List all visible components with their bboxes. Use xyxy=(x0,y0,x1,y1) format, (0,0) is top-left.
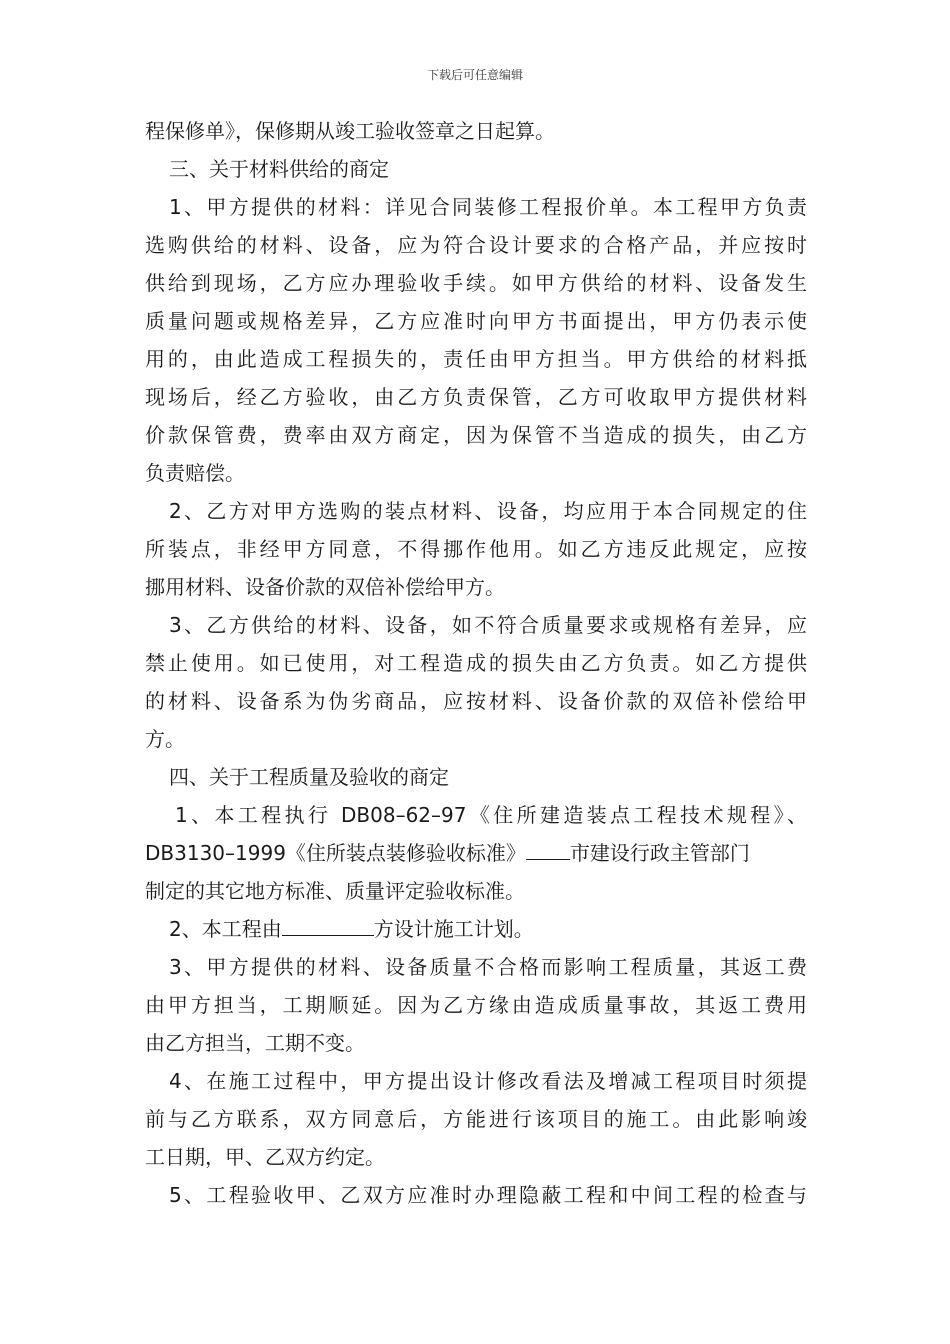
line-text: 供给到现场，乙方应办理验收手续。如甲方供给的材料、设备发生 xyxy=(145,271,807,295)
text-line xyxy=(145,378,807,416)
line-text: 方。 xyxy=(145,727,185,751)
text-line xyxy=(145,112,807,150)
line-text: 4、在施工过程中，甲方提出设计修改看法及增减工程项目时须提 xyxy=(169,1069,807,1093)
page-header: 下载后可任意编辑 xyxy=(426,68,523,82)
line-text: 程保修单》，保修期从竣工验收签章之日起算。 xyxy=(145,119,555,143)
fill-in-blank xyxy=(282,911,374,936)
text-line xyxy=(145,416,807,454)
line-text: 质量问题或规格差异，乙方应准时向甲方书面提出，甲方仍表示使 xyxy=(145,309,807,333)
text-line xyxy=(145,948,807,986)
text-line xyxy=(145,568,807,606)
line-text: 制定的其它地方标准、质量评定验收标准。 xyxy=(145,879,525,903)
line-text: 挪用材料、设备价款的双倍补偿给甲方。 xyxy=(145,575,505,599)
text-line xyxy=(145,720,807,758)
line-text-after-blank: 市建设行政主管部门 xyxy=(569,841,750,865)
text-line xyxy=(145,1138,807,1176)
document-body xyxy=(145,112,807,1214)
text-line xyxy=(145,1062,807,1100)
fill-in-blank xyxy=(526,835,570,860)
text-line xyxy=(145,606,807,644)
text-line xyxy=(145,302,807,340)
line-text: 工日期，甲、乙双方约定。 xyxy=(145,1145,385,1169)
line-text: 3、甲方提供的材料、设备质量不合格而影响工程质量，其返工费 xyxy=(169,955,807,979)
line-text: 负责赔偿。 xyxy=(145,461,245,485)
line-text: 选购供给的材料、设备，应为符合设计要求的合格产品，并应按时 xyxy=(145,233,807,257)
line-text: 现场后，经乙方验收，由乙方负责保管，乙方可收取甲方提供材料 xyxy=(145,385,807,409)
text-line xyxy=(145,986,807,1024)
line-text: 价款保管费，费率由双方商定，因为保管不当造成的损失，由乙方 xyxy=(145,423,807,447)
line-text: 3、乙方供给的材料、设备，如不符合质量要求或规格有差异，应 xyxy=(169,613,807,637)
line-text: 5、工程验收甲、乙双方应准时办理隐蔽工程和中间工程的检查与 xyxy=(169,1183,807,1207)
text-line xyxy=(145,150,807,188)
text-line xyxy=(145,226,807,264)
text-line xyxy=(145,872,807,910)
line-text: 1、本工程执行 DB08–62–97《住所建造装点工程技术规程》、 xyxy=(175,803,807,827)
line-text: 前与乙方联系，双方同意后，方能进行该项目的施工。由此影响竣 xyxy=(145,1107,807,1131)
text-line xyxy=(145,454,807,492)
text-line xyxy=(145,492,807,530)
line-text: DB3130–1999《住所装点装修验收标准》 xyxy=(145,841,526,865)
line-text: 禁止使用。如已使用，对工程造成的损失由乙方负责。如乙方提供 xyxy=(145,651,807,675)
text-line xyxy=(145,1024,807,1062)
line-text: 所装点，非经甲方同意，不得挪作他用。如乙方违反此规定，应按 xyxy=(145,537,807,561)
text-line xyxy=(145,644,807,682)
text-line xyxy=(145,530,807,568)
line-text: 1、甲方提供的材料：详见合同装修工程报价单。本工程甲方负责 xyxy=(169,195,807,219)
line-text: 由乙方担当，工期不变。 xyxy=(145,1031,365,1055)
text-line xyxy=(145,188,807,226)
line-text: 由甲方担当，工期顺延。因为乙方缘由造成质量事故，其返工费用 xyxy=(145,993,807,1017)
text-line xyxy=(145,340,807,378)
text-line xyxy=(145,264,807,302)
text-line xyxy=(145,796,807,834)
text-line xyxy=(145,834,807,872)
line-text: 2、乙方对甲方选购的装点材料、设备，均应用于本合同规定的住 xyxy=(169,499,807,523)
text-line xyxy=(145,1176,807,1214)
line-text: 三、关于材料供给的商定 xyxy=(169,157,389,181)
line-text-after-blank: 方设计施工计划。 xyxy=(373,917,534,941)
text-line xyxy=(145,910,807,948)
line-text: 四、关于工程质量及验收的商定 xyxy=(169,765,449,789)
line-text: 用的，由此造成工程损失的，责任由甲方担当。甲方供给的材料抵 xyxy=(145,347,807,371)
line-text: 的材料、设备系为伪劣商品，应按材料、设备价款的双倍补偿给甲 xyxy=(145,689,807,713)
text-line xyxy=(145,758,807,796)
text-line xyxy=(145,1100,807,1138)
text-line xyxy=(145,682,807,720)
line-text: 2、本工程由 xyxy=(169,917,282,941)
